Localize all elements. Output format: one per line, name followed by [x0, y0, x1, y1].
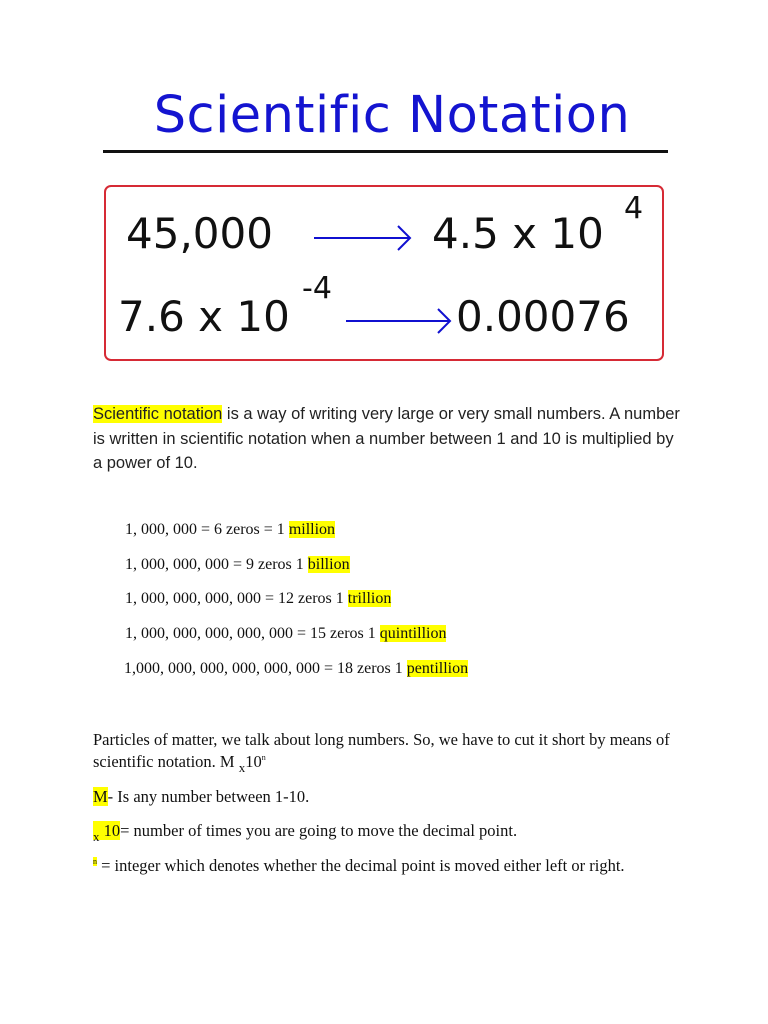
list-item [125, 590, 391, 608]
definition-text: = number of times you are going to move the decimal point. [120, 821, 518, 840]
list-text: 1, 000, 000, 000, 000 = 12 zeros 1 [125, 590, 348, 607]
list-word: trillion [347, 590, 392, 607]
arrow-right-icon [314, 223, 414, 253]
definition-n [93, 855, 673, 880]
definition-x10 [93, 820, 673, 843]
example-2-exponent: -4 [302, 271, 332, 306]
arrow-right-icon [346, 306, 454, 336]
examples-box [104, 185, 664, 361]
intro-paragraph [93, 402, 683, 476]
example-1-exponent: 4 [624, 191, 644, 226]
definition-text: - Is any number between 1-10. [107, 787, 310, 806]
times-symbol: x [238, 760, 246, 775]
list-word: quintillion [379, 625, 447, 642]
example-2-to: 0.00076 [456, 292, 630, 341]
particles-paragraph [93, 729, 673, 776]
list-text: 1, 000, 000 = 6 zeros = 1 [125, 521, 289, 538]
list-text: 1, 000, 000, 000, 000, 000 = 15 zeros 1 [125, 625, 380, 642]
list-word: billion [307, 556, 350, 573]
example-1-to: 4.5 x 10 [432, 209, 604, 258]
list-item [125, 625, 446, 643]
exponent-n: n [261, 753, 266, 762]
highlight-10: 10 [99, 821, 121, 840]
highlight-term: Scientific notation [93, 405, 223, 423]
example-2-from: 7.6 x 10 [118, 292, 290, 341]
list-item [125, 521, 335, 539]
highlight-n: n [93, 857, 97, 866]
highlight-m: M [93, 787, 108, 806]
definition-m [93, 786, 673, 808]
example-1-from: 45,000 [126, 209, 273, 258]
page-title: Scientific Notation [153, 86, 631, 145]
list-text: 1, 000, 000, 000 = 9 zeros 1 [125, 556, 308, 573]
list-word: million [288, 521, 336, 538]
list-text: 1,000, 000, 000, 000, 000, 000 = 18 zeros 1 [124, 660, 407, 677]
list-item [124, 660, 468, 678]
list-word: pentillion [406, 660, 469, 677]
list-item [125, 556, 350, 574]
definition-text: = integer which denotes whether the decimal point is moved either left or right. [97, 856, 625, 875]
particles-text: Particles of matter, we talk about long numbers. So, we have to cut it short by means of scientific notation. M [93, 730, 670, 771]
highlight-x: x [93, 829, 100, 844]
ten: 10 [245, 752, 262, 771]
title-underline [103, 150, 668, 153]
intro-text: is a way of writing very large or very small numbers. A number is written in scientific notation when a number between 1 and 10 is multiplied by a power of 10. [93, 405, 680, 472]
